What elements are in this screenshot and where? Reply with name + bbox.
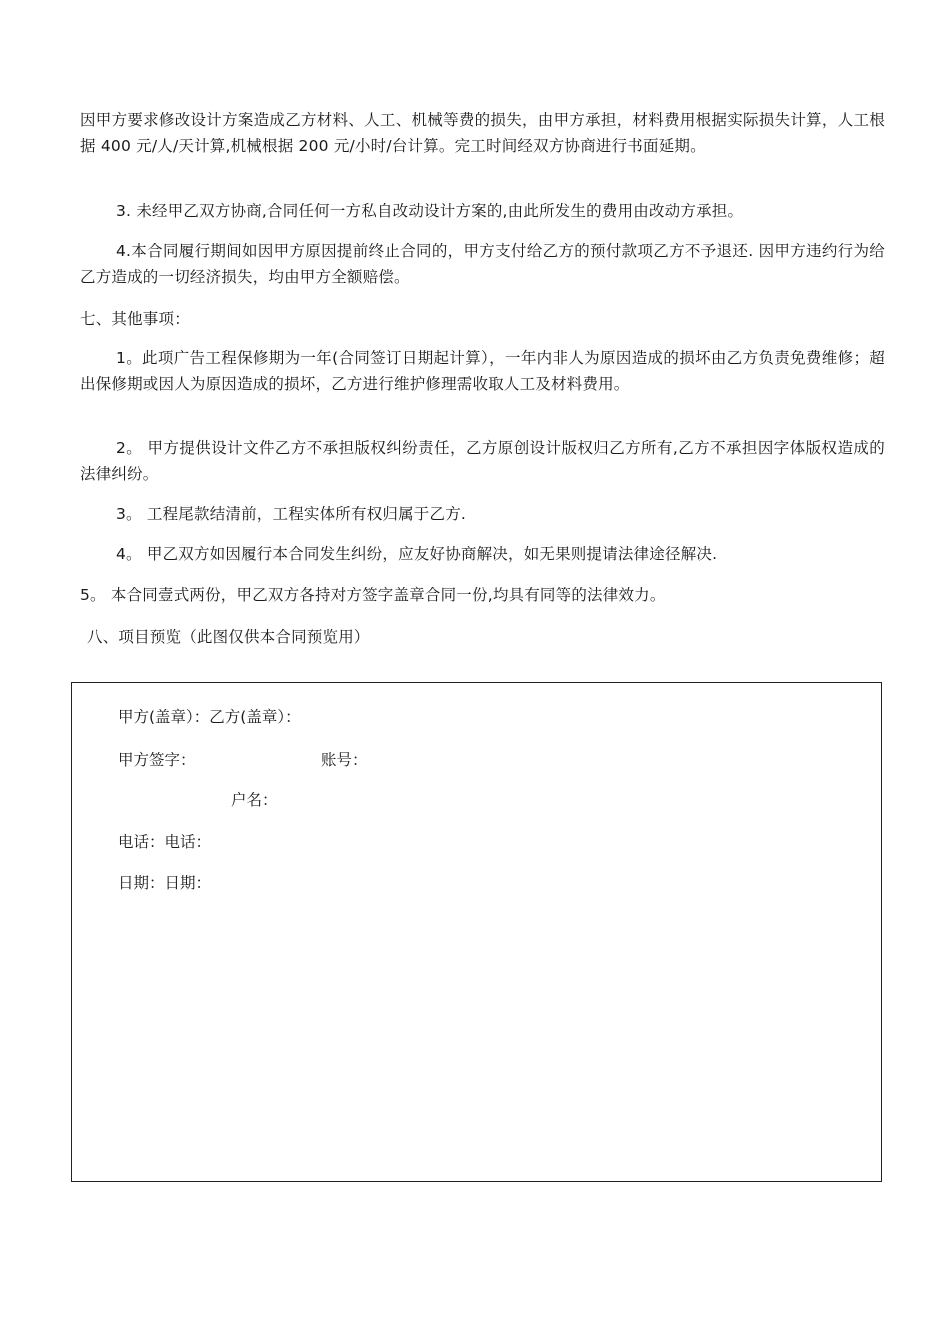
account-label: 账号： [321,751,368,769]
party-a-signature-label: 甲方签字： [118,751,196,769]
clause7-heading: 七、其他事项： [80,310,190,328]
clause7-item3: 3。 工程尾款结清前，工程实体所有权归属于乙方. [116,505,467,523]
clause6-item2-continued: 因甲方要求修改设计方案造成乙方材料、人工、机械等费的损失，由甲方承担，材料费用根据实际损失计算，人工根据 400 元/人/天计算,机械根据 200 元/小时/台计算。完工时间经双方协商进行书面延期。 [80,111,885,155]
seal-line: 甲方(盖章）：乙方(盖章）： [118,708,301,726]
clause7-item2: 2。 甲方提供设计文件乙方不承担版权纠纷责任，乙方原创设计版权归乙方所有,乙方不承担因字体版权造成的法律纠纷。 [80,439,885,483]
clause6-item3: 3. 未经甲乙双方协商,合同任何一方私自改动设计方案的,由此所发生的费用由改动方承担。 [116,202,744,220]
date-line: 日期：日期： [118,874,212,892]
phone-line: 电话：电话： [118,833,212,851]
clause6-item4: 4.本合同履行期间如因甲方原因提前终止合同的，甲方支付给乙方的预付款项乙方不予退还. 因甲方违约行为给乙方造成的一切经济损失，均由甲方全额赔偿。 [80,242,885,286]
signature-box [71,682,882,1182]
clause7-item5: 5。 本合同壹式两份，甲乙双方各持对方签字盖章合同一份,均具有同等的法律效力。 [80,586,666,604]
clause7-item1: 1。此项广告工程保修期为一年(合同签订日期起计算），一年内非人为原因造成的损坏由乙方负责免费维修；超出保修期或因人为原因造成的损坏，乙方进行维护修理需收取人工及材料费用。 [80,349,885,393]
clause7-item4: 4。 甲乙双方如因履行本合同发生纠纷，应友好协商解决，如无果则提请法律途径解决. [116,545,718,563]
clause8-heading: 八、项目预览（此图仅供本合同预览用） [87,628,370,646]
account-name-label: 户名： [231,791,278,809]
